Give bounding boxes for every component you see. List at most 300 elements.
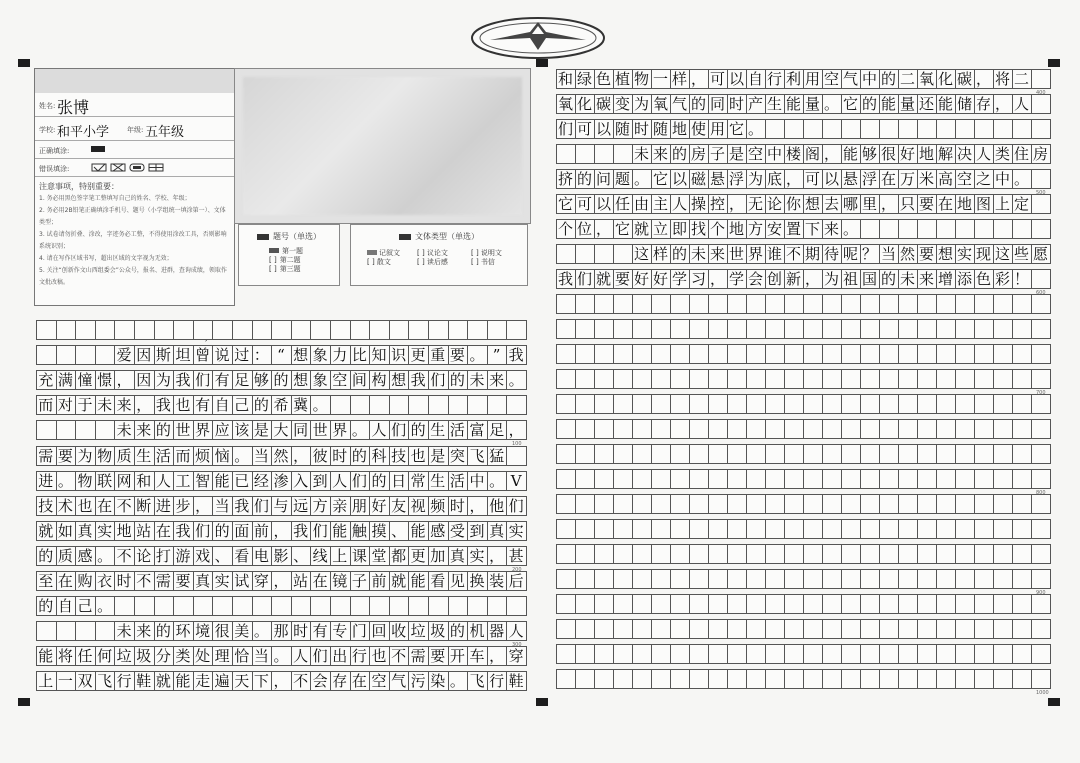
grid-cell: [651, 519, 671, 539]
word-count-marker: 700: [1036, 390, 1046, 396]
handwritten-char: 的: [371, 471, 387, 490]
alignment-mark: [536, 59, 548, 67]
handwritten-char: 来: [918, 270, 934, 288]
grid-cell: [212, 320, 233, 340]
handwritten-char: 创: [766, 270, 782, 288]
grid-cell: [955, 369, 975, 389]
handwritten-char: 车: [469, 647, 485, 666]
grid-cell: [632, 444, 652, 464]
grid-cell: [765, 494, 785, 514]
grid-cell: [917, 469, 937, 489]
grid-cell: [765, 119, 785, 139]
grid-cell: [765, 619, 785, 639]
word-count-marker: 500: [1036, 190, 1046, 196]
handwritten-char: 的: [38, 546, 54, 565]
grid-cell: [822, 569, 842, 589]
grid-cell: [784, 619, 804, 639]
grid-cell: [1031, 169, 1051, 189]
grid-cell: [974, 619, 994, 639]
grid-cell: [841, 444, 861, 464]
name-label: 姓名:: [39, 102, 56, 110]
handwritten-char: 气: [391, 672, 407, 691]
grid-cell: [727, 319, 747, 339]
grid-cell: [556, 144, 576, 164]
handwritten-char: 装: [489, 572, 505, 590]
handwritten-char: 楼: [785, 145, 801, 163]
handwritten-char: 这: [994, 245, 1010, 263]
grid-cell: [822, 394, 842, 414]
grid-cell: [727, 569, 747, 589]
handwritten-char: 垃: [116, 647, 132, 666]
handwritten-char: 的: [671, 145, 687, 163]
handwritten-char: 好: [371, 496, 387, 515]
grid-cell: [917, 644, 937, 664]
handwritten-char: 任: [614, 195, 630, 213]
grid-cell: [613, 319, 633, 339]
grid-cell: [154, 320, 175, 340]
grid-cell: [993, 669, 1013, 689]
handwritten-char: 时: [728, 95, 744, 113]
handwritten-char: 间: [351, 371, 367, 390]
handwritten-char: 回: [371, 622, 387, 641]
handwritten-char: 说: [214, 346, 230, 365]
handwritten-char: 能: [214, 471, 230, 490]
grid-cell: [1012, 369, 1032, 389]
handwritten-char: 象: [312, 371, 328, 390]
handwritten-char: 浮: [861, 170, 877, 188]
handwritten-char: 问: [595, 170, 611, 188]
grid-cell: [651, 569, 671, 589]
grid-cell: [670, 669, 690, 689]
handwritten-char: 够: [253, 371, 269, 390]
grid-cell: [879, 569, 899, 589]
grid-cell: [784, 369, 804, 389]
handwritten-char: 电: [253, 546, 269, 565]
grid-cell: [1031, 294, 1051, 314]
grid-cell: [36, 420, 57, 440]
grid-cell: [727, 469, 747, 489]
handwritten-char: 那: [273, 622, 289, 641]
grid-cell: [708, 569, 728, 589]
handwritten-char: 前: [371, 572, 387, 590]
grid-cell: [974, 669, 994, 689]
handwritten-char: 它: [652, 170, 668, 188]
grid-cell: [408, 596, 429, 616]
grid-cell: [974, 519, 994, 539]
handwritten-char: 当: [253, 446, 269, 465]
grid-cell: [193, 320, 214, 340]
handwritten-char: 网: [116, 471, 132, 490]
handwritten-char: 找: [690, 220, 706, 238]
grid-cell: [1031, 494, 1051, 514]
handwritten-char: ，: [116, 371, 132, 390]
handwritten-char: 为: [823, 270, 839, 288]
handwritten-char: 、: [214, 546, 230, 565]
grid-cell: [232, 320, 253, 340]
genre-option: 说明文: [480, 249, 502, 257]
grid-cell: [594, 519, 614, 539]
handwritten-char: 好: [633, 270, 649, 288]
handwritten-char: 就: [633, 220, 649, 238]
handwritten-char: 我: [155, 396, 171, 415]
handwritten-char: 上: [994, 195, 1010, 213]
grid-cell: [955, 519, 975, 539]
handwritten-char: 行: [766, 70, 782, 88]
handwritten-char: 因: [136, 346, 152, 365]
grid-cell: [879, 294, 899, 314]
grid-cell: [765, 294, 785, 314]
handwritten-char: 。: [823, 95, 839, 113]
grid-cell: [879, 469, 899, 489]
grid-cell: [389, 395, 410, 415]
handwritten-char: ，: [880, 195, 896, 213]
handwritten-char: 个: [557, 220, 573, 238]
grid-cell: [860, 119, 880, 139]
handwritten-char: 需: [410, 647, 426, 666]
grid-cell: [613, 419, 633, 439]
handwritten-char: 可: [804, 170, 820, 188]
grid-cell: [575, 544, 595, 564]
grid-cell: [114, 596, 135, 616]
handwritten-char: 真: [489, 521, 505, 540]
grid-cell: [1012, 294, 1032, 314]
grid-cell: [670, 469, 690, 489]
grid-cell: [330, 395, 351, 415]
grid-cell: [173, 320, 194, 340]
handwritten-char: 受: [449, 521, 465, 540]
handwritten-char: 植: [614, 70, 630, 88]
grid-cell: [1012, 544, 1032, 564]
grid-cell: [95, 420, 116, 440]
grid-cell: [993, 619, 1013, 639]
grid-cell: [506, 395, 527, 415]
handwritten-char: 到: [312, 471, 328, 490]
grid-cell: [670, 569, 690, 589]
handwritten-char: 。: [508, 371, 524, 390]
grid-cell: [506, 596, 527, 616]
grid-cell: [784, 294, 804, 314]
grid-cell: [898, 219, 918, 239]
grid-cell: [841, 619, 861, 639]
handwritten-char: 二: [1013, 70, 1029, 88]
handwritten-char: 知: [371, 346, 387, 365]
handwritten-char: 能: [410, 521, 426, 540]
handwritten-char: 课: [351, 546, 367, 565]
grid-cell: [689, 644, 709, 664]
grid-cell: [898, 319, 918, 339]
handwritten-char: 去: [823, 195, 839, 213]
grid-cell: [841, 494, 861, 514]
grid-cell: [898, 494, 918, 514]
grid-cell: [860, 494, 880, 514]
grid-cell: [746, 494, 766, 514]
handwritten-char: 使: [690, 120, 706, 138]
grid-cell: [651, 419, 671, 439]
handwritten-char: 在: [351, 672, 367, 691]
handwritten-char: 空: [332, 371, 348, 390]
genre-type-box: 文体类型（单选） 记叙文 [ ] 议论文 [ ] 说明文 [ ] 散文 [ ] 读后感 [ ] 书信: [350, 224, 528, 286]
handwritten-char: 样: [671, 70, 687, 88]
grid-cell: [1031, 444, 1051, 464]
handwritten-char: 空: [371, 672, 387, 691]
genre-box-title: 文体类型（单选）: [351, 231, 527, 242]
handwritten-char: 双: [77, 672, 93, 691]
grid-cell: [898, 344, 918, 364]
grid-cell: [708, 369, 728, 389]
grid-cell: [974, 569, 994, 589]
grid-cell: [689, 319, 709, 339]
grid-cell: [632, 669, 652, 689]
grid-cell: [974, 494, 994, 514]
filled-bubble-icon[interactable]: [269, 248, 279, 253]
grid-cell: [708, 444, 728, 464]
grid-cell: [689, 619, 709, 639]
handwritten-char: 智: [195, 471, 211, 490]
handwritten-char: 里: [861, 195, 877, 213]
grid-cell: [993, 444, 1013, 464]
handwritten-char: 以: [595, 195, 611, 213]
grid-cell: [822, 494, 842, 514]
handwritten-char: 未: [97, 396, 113, 415]
handwritten-char: 。: [234, 446, 250, 465]
grid-cell: [936, 619, 956, 639]
grid-cell: [575, 244, 595, 264]
handwritten-char: 随: [652, 120, 668, 138]
grid-cell: [708, 669, 728, 689]
handwritten-char: 满: [57, 371, 73, 390]
handwritten-char: 冀: [293, 396, 309, 415]
handwritten-char: 愿: [1032, 245, 1048, 263]
handwritten-char: 己: [77, 597, 93, 616]
handwritten-char: 于: [77, 396, 93, 415]
grid-cell: [955, 594, 975, 614]
handwritten-char: 常: [410, 471, 426, 490]
grid-cell: [974, 369, 994, 389]
handwritten-char: 真: [77, 521, 93, 540]
grid-cell: [955, 569, 975, 589]
grid-cell: [36, 621, 57, 641]
handwritten-char: 一: [652, 70, 668, 88]
handwritten-char: 要: [918, 195, 934, 213]
handwritten-char: 为: [155, 371, 171, 390]
grid-cell: [1012, 319, 1032, 339]
handwritten-char: 图: [975, 195, 991, 213]
grid-cell: [993, 294, 1013, 314]
handwritten-char: 曾: [195, 346, 211, 365]
grid-cell: [936, 569, 956, 589]
handwritten-char: ，: [728, 195, 744, 213]
handwritten-char: 。: [489, 471, 505, 490]
grid-cell: [556, 544, 576, 564]
handwritten-char: 它: [614, 220, 630, 238]
grid-cell: [651, 619, 671, 639]
handwritten-char: 天: [234, 672, 250, 691]
grid-cell: [860, 469, 880, 489]
handwritten-char: 增: [937, 270, 953, 288]
grid-cell: [822, 119, 842, 139]
grid-cell: [689, 519, 709, 539]
handwritten-char: 实: [508, 521, 524, 540]
handwritten-char: 能: [410, 572, 426, 590]
grid-cell: [974, 444, 994, 464]
grid-cell: [993, 394, 1013, 414]
alignment-mark: [18, 59, 30, 67]
handwritten-char: 们: [576, 270, 592, 288]
handwritten-char: 人: [332, 471, 348, 490]
handwritten-char: 有: [214, 371, 230, 390]
grid-cell: [955, 219, 975, 239]
grid-cell: [822, 519, 842, 539]
grid-cell: [765, 544, 785, 564]
handwritten-char: 想: [293, 371, 309, 390]
grid-cell: [917, 494, 937, 514]
handwritten-char: 氧: [918, 70, 934, 88]
handwritten-char: 环: [175, 622, 191, 641]
grid-cell: [556, 244, 576, 264]
handwritten-char: 和: [557, 70, 573, 88]
grid-cell: [879, 344, 899, 364]
grid-cell: [784, 494, 804, 514]
grid-cell: [689, 394, 709, 414]
handwritten-char: 时: [293, 622, 309, 641]
grid-cell: [917, 294, 937, 314]
note-item: 4. 请在写作区域书写，超出区域的文字视为无效；: [39, 255, 173, 262]
handwritten-char: 远: [293, 496, 309, 515]
handwritten-char: 就: [595, 270, 611, 288]
grid-cell: [917, 394, 937, 414]
handwritten-char: 应: [214, 421, 230, 440]
grid-cell: [330, 596, 351, 616]
handwritten-char: 们: [430, 371, 446, 390]
grid-cell: [271, 320, 292, 340]
grid-cell: [860, 369, 880, 389]
grid-cell: [670, 344, 690, 364]
handwritten-char: 中: [861, 70, 877, 88]
grid-cell: [879, 394, 899, 414]
grid-cell: [613, 619, 633, 639]
handwritten-char: ，: [489, 546, 505, 565]
grid-cell: [727, 594, 747, 614]
handwritten-char: 活: [155, 446, 171, 465]
grid-cell: [310, 320, 331, 340]
grid-cell: [689, 469, 709, 489]
grid-cell: [936, 594, 956, 614]
handwritten-char: 时: [332, 446, 348, 465]
grid-cell: [575, 569, 595, 589]
correct-fill-row: [35, 141, 234, 159]
question-option: 第三题: [279, 265, 301, 273]
grid-cell: [898, 594, 918, 614]
handwritten-char: 万: [899, 170, 915, 188]
handwritten-char: 它: [728, 120, 744, 138]
handwritten-char: 子: [351, 572, 367, 590]
grid-cell: [993, 519, 1013, 539]
handwritten-char: 入: [293, 471, 309, 490]
handwritten-char: 。: [97, 597, 113, 616]
grid-cell: [670, 619, 690, 639]
handwritten-char: 量: [804, 95, 820, 113]
handwritten-char: 地: [956, 195, 972, 213]
grid-cell: [173, 596, 194, 616]
grid-cell: [841, 644, 861, 664]
handwritten-char: 解: [937, 145, 953, 163]
grid-cell: [193, 596, 214, 616]
grid-cell: [727, 519, 747, 539]
handwritten-char: 可: [576, 120, 592, 138]
grid-cell: [1012, 594, 1032, 614]
grid-cell: [689, 494, 709, 514]
grid-cell: [765, 519, 785, 539]
handwritten-char: 能: [937, 95, 953, 113]
handwritten-char: 你: [785, 195, 801, 213]
handwritten-char: 想: [937, 245, 953, 263]
handwritten-char: 上: [38, 672, 54, 691]
grid-cell: [936, 519, 956, 539]
grid-cell: [594, 294, 614, 314]
handwritten-char: 谁: [766, 245, 782, 263]
handwritten-char: 物: [77, 471, 93, 490]
handwritten-char: 想: [391, 371, 407, 390]
grid-cell: [467, 596, 488, 616]
grid-cell: [784, 669, 804, 689]
grid-cell: [727, 669, 747, 689]
handwritten-char: 和: [136, 471, 152, 490]
grid-cell: [689, 369, 709, 389]
handwritten-char: 们: [312, 521, 328, 540]
filled-bubble-icon[interactable]: [367, 250, 377, 255]
grid-cell: [575, 519, 595, 539]
handwritten-char: 行: [116, 672, 132, 691]
grid-cell: [575, 494, 595, 514]
handwritten-char: 同: [293, 421, 309, 440]
grid-cell: [898, 544, 918, 564]
grid-cell: [95, 621, 116, 641]
grid-cell: [841, 544, 861, 564]
handwritten-char: 而: [38, 396, 54, 415]
grid-cell: [1031, 644, 1051, 664]
handwritten-char: 不: [293, 672, 309, 691]
handwritten-char: 的: [253, 396, 269, 415]
grid-cell: [936, 444, 956, 464]
grid-cell: [765, 444, 785, 464]
grid-cell: [841, 669, 861, 689]
handwritten-char: 站: [293, 572, 309, 590]
handwritten-char: 还: [918, 95, 934, 113]
grid-cell: [632, 419, 652, 439]
handwritten-char: 们: [557, 120, 573, 138]
handwritten-char: 至: [38, 572, 54, 590]
handwritten-char: 碳: [595, 95, 611, 113]
handwritten-char: 。: [97, 546, 113, 565]
alignment-mark: [18, 698, 30, 706]
grid-cell: [936, 369, 956, 389]
grid-cell: [487, 320, 508, 340]
grid-cell: [879, 544, 899, 564]
handwritten-char: 为: [77, 446, 93, 465]
grid-cell: [651, 544, 671, 564]
handwritten-char: 人: [975, 145, 991, 163]
handwritten-char: 它: [842, 95, 858, 113]
grid-cell: [974, 119, 994, 139]
handwritten-char: 空: [823, 70, 839, 88]
handwritten-char: 圾: [136, 647, 152, 666]
grid-cell: [917, 569, 937, 589]
grid-cell: [556, 319, 576, 339]
grid-cell: [917, 419, 937, 439]
handwritten-char: 好: [899, 145, 915, 163]
grid-cell: [1031, 369, 1051, 389]
grid-cell: [936, 494, 956, 514]
